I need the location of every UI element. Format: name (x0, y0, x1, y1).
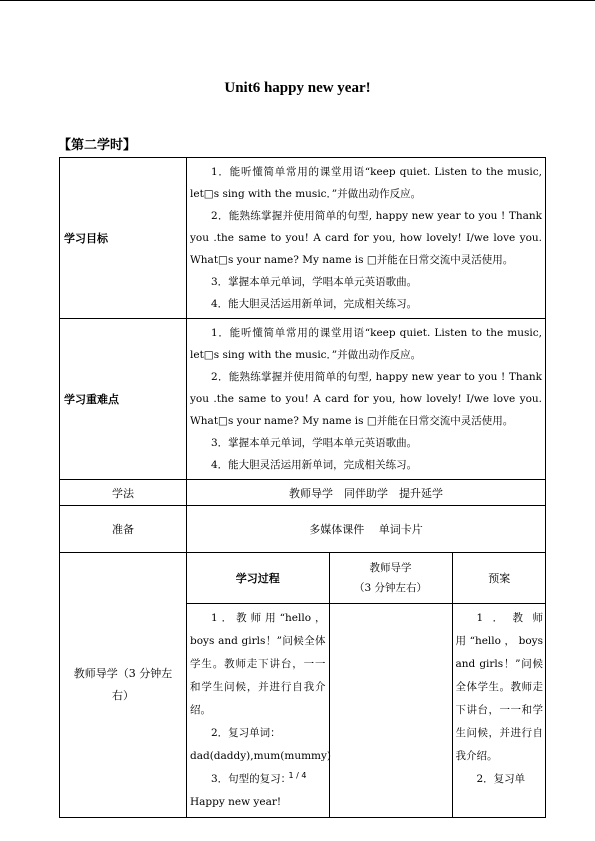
section-title: 【第二学时】 (58, 138, 137, 153)
keypoints-item-1: 1．能听懂简单常用的课堂用语“keep quiet. Listen to the music, let□s sing with the music．”并做出动作反应。 (190, 327, 542, 361)
goals-item-4: 4．能大胆灵活运用新单词，完成相关练习。 (211, 298, 418, 310)
method-label: 学法 (60, 480, 187, 506)
plan-item-2: 2．复习单 (476, 772, 526, 785)
goals-item-3: 3．掌握本单元单词，学唱本单元英语歌曲。 (211, 276, 418, 288)
plan-cell (452, 603, 546, 817)
process-item-5: Happy new year! (190, 795, 282, 808)
prep-value: 多媒体课件 单词卡片 (187, 506, 546, 553)
goals-item-2: 2．能熟练掌握并使用简单的句型, happy new year to you ! Thank you .the same to you! A card for you, how lovely! I/we love you. What□s your name? My name is □并能在日常交流中灵活使用。 (190, 210, 542, 266)
guide-header-row (187, 553, 546, 603)
process-cell (187, 603, 332, 817)
plan-item-1: 1．教师用“hello，boys and girls！”问候全体学生。教师走下讲台，一一和学生问候，并进行自我介绍。 (455, 611, 543, 762)
goals-item-1: 1．能听懂简单常用的课堂用语“keep quiet. Listen to the music, let□s sing with the music．”并做出动作反应。 (190, 166, 542, 200)
top-rule (0, 0, 595, 1)
process-item-4: 3．句型的复习： (211, 772, 292, 785)
guide-label-text: 教师导学（3 分钟左右） (73, 666, 173, 702)
prep-row (60, 506, 546, 553)
keypoints-item-4: 4．能大胆灵活运用新单词，完成相关练习。 (211, 459, 418, 471)
method-value: 教师导学 同伴助学 提升延学 (187, 480, 546, 506)
process-item-1: 1．教师用“hello，boys and girls！”问候全体学生。教师走下讲台，一一和学生问候，并进行自我介绍。 (190, 611, 326, 716)
keypoints-item-3: 3．掌握本单元单词，学唱本单元英语歌曲。 (211, 437, 418, 449)
col-process-header: 学习过程 (187, 553, 329, 603)
col-plan-header: 预案 (452, 553, 546, 603)
method-row (60, 480, 546, 506)
prep-label: 准备 (60, 506, 187, 553)
keypoints-row (60, 319, 546, 480)
goals-content (187, 158, 546, 319)
goals-label: 学习目标 (60, 158, 187, 319)
col-teacher-header-line1: 教师导学 (369, 561, 412, 574)
keypoints-label: 学习重难点 (60, 319, 187, 480)
teacher-cell (329, 603, 452, 817)
keypoints-content (187, 319, 546, 480)
goals-row (60, 158, 546, 319)
page-title: Unit6 happy new year! (224, 80, 371, 96)
page-number: 1 / 4 (288, 771, 307, 780)
keypoints-item-2: 2．能熟练掌握并使用简单的句型, happy new year to you ! Thank you .the same to you! A card for you, how lovely! I/we love you. What□s your name? My name is □并能在日常交流中灵活使用。 (190, 371, 542, 427)
process-item-2: 2．复习单词： (211, 726, 281, 739)
process-item-3: dad(daddy),mum(mummy) (190, 749, 332, 762)
lesson-table (59, 157, 546, 818)
col-teacher-header-line2: （3 分钟左右） (353, 581, 428, 594)
guide-body-row (187, 603, 546, 817)
col-teacher-header (329, 553, 452, 603)
